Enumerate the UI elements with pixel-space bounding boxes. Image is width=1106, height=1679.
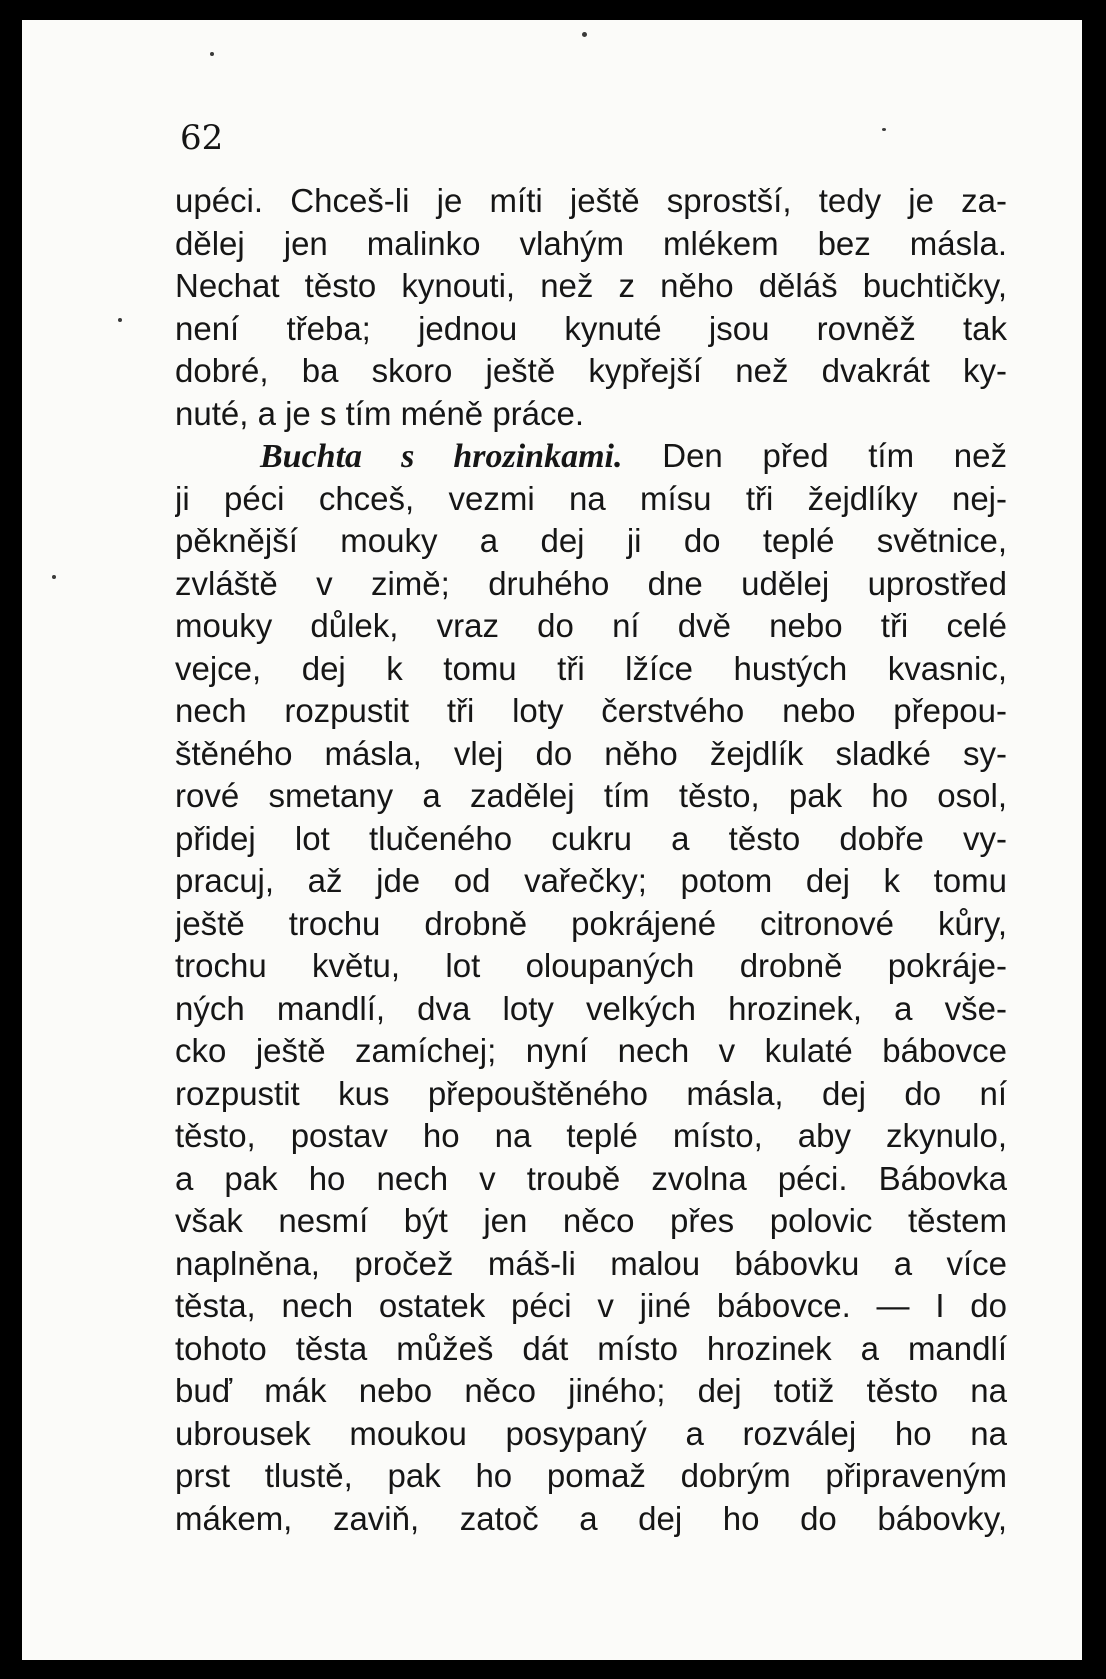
text-line: trochu květu, lot oloupaných drobně pokráje- (175, 947, 1007, 984)
text-line: není třeba; jednou kynuté jsou rovněž tak (175, 309, 1007, 347)
text-line: těsta, nech ostatek péci v jiné bábovce. — I do (175, 1287, 1007, 1324)
text-line: rozpustit kus přepouštěného másla, dej do ní (175, 1074, 1007, 1112)
body-text (175, 180, 1007, 1540)
text-line: dělej jen malinko vlahým mlékem bez másla. (175, 224, 1007, 262)
text-line: rové smetany a zadělej tím těsto, pak ho osol, (175, 777, 1007, 814)
text-line: těsto, postav ho na teplé místo, aby zkynulo, (175, 1117, 1007, 1154)
text-line: ještě trochu drobně pokrájené citronové kůry, (175, 904, 1007, 942)
book-page (22, 20, 1082, 1660)
text-line: nech rozpustit tři loty čerstvého nebo přepou- (175, 692, 1007, 729)
text-line: ubrousek moukou posypaný a rozválej ho na (175, 1414, 1007, 1452)
text-line: dobré, ba skoro ještě kypřejší než dvakrát ky- (175, 352, 1007, 389)
text-line: ných mandlí, dva loty velkých hrozinek, a vše- (175, 989, 1007, 1027)
text-line: Nechat těsto kynouti, než z něho děláš buchtičky, (175, 267, 1007, 304)
text-line: naplněna, pročež máš-li malou bábovku a více (175, 1244, 1007, 1282)
text-line: tohoto těsta můžeš dát místo hrozinek a mandlí (175, 1329, 1007, 1367)
page-number: 62 (180, 118, 224, 158)
text-line: zvláště v zimě; druhého dne udělej uprostřed (175, 564, 1007, 602)
text-line: pracuj, až jde od vařečky; potom dej k tomu (175, 862, 1007, 899)
text-line: vejce, dej k tomu tři lžíce hustých kvasnic, (175, 649, 1007, 687)
text-line: však nesmí být jen něco přes polovic těstem (175, 1202, 1007, 1239)
text-line: štěného másla, vlej do něho žejdlík sladké sy- (175, 734, 1007, 772)
text-line: nuté, a je s tím méně práce. (175, 394, 585, 432)
print-speck (882, 128, 886, 131)
text-line: ji péci chceš, vezmi na mísu tři žejdlíky nej- (175, 479, 1007, 517)
text-line: mákem, zaviň, zatoč a dej ho do bábovky, (175, 1499, 1007, 1537)
text-line: cko ještě zamíchej; nyní nech v kulaté bábovce (175, 1032, 1007, 1069)
text-line: a pak ho nech v troubě zvolna péci. Bábovka (175, 1159, 1007, 1197)
section-opening-text: Den před tím než (662, 437, 1007, 474)
print-speck (582, 32, 587, 37)
text-line: pěknější mouky a dej ji do teplé světnice, (175, 522, 1007, 559)
print-speck (210, 52, 214, 56)
text-line: prst tlustě, pak ho pomaž dobrým připraveným (175, 1457, 1007, 1494)
text-line: přidej lot tlučeného cukru a těsto dobře vy- (175, 819, 1007, 857)
text-line: buď mák nebo něco jiného; dej totiž těsto na (175, 1372, 1007, 1409)
print-speck (118, 318, 122, 322)
print-speck (52, 575, 56, 579)
text-line: mouky důlek, vraz do ní dvě nebo tři celé (175, 607, 1007, 644)
section-first-line (175, 435, 1007, 478)
text-line: upéci. Chceš-li je míti ještě sprostší, tedy je za- (175, 182, 1007, 219)
recipe-heading: Buchta s hrozinkami. (260, 438, 623, 475)
